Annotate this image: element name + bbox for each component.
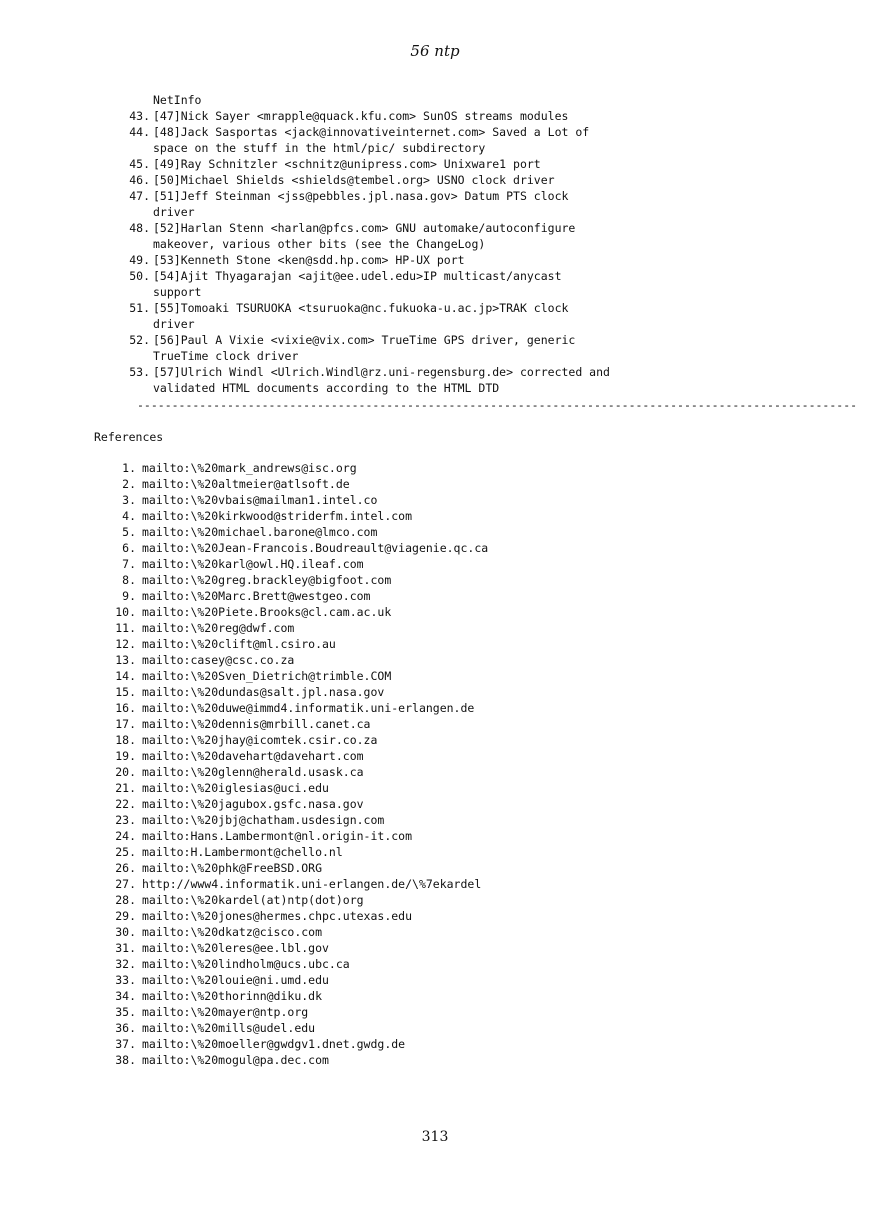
- reference-line: [0, 508, 870, 524]
- reference-line: [0, 876, 870, 892]
- reference-line-number: 31.: [115, 941, 136, 955]
- contributor-line: [0, 380, 870, 396]
- reference-line: [0, 492, 870, 508]
- contributor-line-number: 48.: [129, 221, 150, 235]
- reference-line-text[interactable]: mailto:\%20dkatz@cisco.com: [142, 925, 323, 939]
- reference-line: [0, 956, 870, 972]
- reference-line: [0, 860, 870, 876]
- references-heading: References: [94, 430, 164, 444]
- reference-line: [0, 460, 870, 476]
- contributor-line: [0, 220, 870, 236]
- contributor-line-text: [54]Ajit Thyagarajan <ajit@ee.udel.edu>IP multicast/anycast: [153, 269, 562, 283]
- reference-line-number: 24.: [115, 829, 136, 843]
- reference-line-number: 10.: [115, 605, 136, 619]
- reference-line-text[interactable]: mailto:\%20jagubox.gsfc.nasa.gov: [142, 797, 364, 811]
- reference-line-number: 34.: [115, 989, 136, 1003]
- reference-line-text[interactable]: http://www4.informatik.uni-erlangen.de/\%7ekardel: [142, 877, 482, 891]
- contributor-line-number: 51.: [129, 301, 150, 315]
- reference-line-number: 23.: [115, 813, 136, 827]
- contributor-line-text: [56]Paul A Vixie <vixie@vix.com> TrueTime GPS driver, generic: [153, 333, 576, 347]
- reference-line-number: 38.: [115, 1053, 136, 1067]
- reference-line-text[interactable]: mailto:\%20phk@FreeBSD.ORG: [142, 861, 323, 875]
- reference-line: [0, 1004, 870, 1020]
- reference-line: [0, 924, 870, 940]
- page-number: 313: [421, 1129, 449, 1145]
- reference-line-number: 4.: [122, 509, 136, 523]
- reference-line-number: 7.: [122, 557, 136, 571]
- reference-line-text[interactable]: mailto:\%20michael.barone@lmco.com: [142, 525, 378, 539]
- contributor-line: [0, 268, 870, 284]
- reference-line-text[interactable]: mailto:casey@csc.co.za: [142, 653, 295, 667]
- reference-line-text[interactable]: mailto:\%20jones@hermes.chpc.utexas.edu: [142, 909, 413, 923]
- reference-line: [0, 572, 870, 588]
- reference-line: [0, 812, 870, 828]
- reference-line: [0, 780, 870, 796]
- contributor-line-text: [57]Ulrich Windl <Ulrich.Windl@rz.uni-regensburg.de> corrected and: [153, 365, 610, 379]
- reference-line-number: 19.: [115, 749, 136, 763]
- contributor-line: [0, 156, 870, 172]
- contributor-line: [0, 300, 870, 316]
- reference-line-number: 33.: [115, 973, 136, 987]
- reference-line-text[interactable]: mailto:\%20dennis@mrbill.canet.ca: [142, 717, 371, 731]
- contributor-line-text: space on the stuff in the html/pic/ subdirectory: [153, 141, 486, 155]
- reference-line: [0, 1052, 870, 1068]
- contributor-line-number: 46.: [129, 173, 150, 187]
- reference-line: [0, 524, 870, 540]
- reference-line-number: 8.: [122, 573, 136, 587]
- reference-line-text[interactable]: mailto:\%20vbais@mailman1.intel.co: [142, 493, 378, 507]
- reference-line: [0, 1020, 870, 1036]
- reference-line-text[interactable]: mailto:\%20mayer@ntp.org: [142, 1005, 309, 1019]
- contributor-line: [0, 252, 870, 268]
- reference-line-number: 6.: [122, 541, 136, 555]
- reference-line: [0, 732, 870, 748]
- reference-line-text[interactable]: mailto:\%20dundas@salt.jpl.nasa.gov: [142, 685, 385, 699]
- reference-line: [0, 668, 870, 684]
- contributor-line-number: 44.: [129, 125, 150, 139]
- reference-line-text[interactable]: mailto:\%20Jean-Francois.Boudreault@viagenie.qc.ca: [142, 541, 489, 555]
- contributor-line: [0, 140, 870, 156]
- contributor-line: [0, 284, 870, 300]
- contributor-line: [0, 332, 870, 348]
- reference-line-text[interactable]: mailto:\%20louie@ni.umd.edu: [142, 973, 329, 987]
- contributor-line: [0, 204, 870, 220]
- reference-line-text[interactable]: mailto:\%20leres@ee.lbl.gov: [142, 941, 329, 955]
- contributor-line-text: support: [153, 285, 202, 299]
- reference-line-number: 13.: [115, 653, 136, 667]
- contributor-line: [0, 124, 870, 140]
- reference-line-text[interactable]: mailto:\%20kardel(at)ntp(dot)org: [142, 893, 364, 907]
- reference-line: [0, 556, 870, 572]
- contributor-line: [0, 92, 870, 108]
- reference-line-number: 30.: [115, 925, 136, 939]
- reference-line-text[interactable]: mailto:\%20jhay@icomtek.csir.co.za: [142, 733, 378, 747]
- reference-line-number: 37.: [115, 1037, 136, 1051]
- reference-line-number: 25.: [115, 845, 136, 859]
- contributor-line: [0, 316, 870, 332]
- reference-line: [0, 620, 870, 636]
- contributor-line-text: driver: [153, 317, 195, 331]
- reference-line-number: 28.: [115, 893, 136, 907]
- reference-line: [0, 908, 870, 924]
- reference-line-number: 26.: [115, 861, 136, 875]
- section-divider: --------------------------------------------------------------------------------------------------------: [137, 398, 858, 412]
- reference-line-number: 21.: [115, 781, 136, 795]
- reference-line: [0, 972, 870, 988]
- reference-line: [0, 892, 870, 908]
- contributor-line-text: [51]Jeff Steinman <jss@pebbles.jpl.nasa.gov> Datum PTS clock: [153, 189, 569, 203]
- contributor-line-number: 50.: [129, 269, 150, 283]
- reference-line: [0, 764, 870, 780]
- reference-line: [0, 684, 870, 700]
- reference-line-text[interactable]: mailto:\%20greg.brackley@bigfoot.com: [142, 573, 392, 587]
- reference-line-text[interactable]: mailto:\%20mogul@pa.dec.com: [142, 1053, 329, 1067]
- contributor-line: [0, 236, 870, 252]
- contributor-line-text: [48]Jack Sasportas <jack@innovativeinternet.com> Saved a Lot of: [153, 125, 590, 139]
- contributor-line-text: NetInfo: [153, 93, 202, 107]
- reference-line-text[interactable]: mailto:\%20altmeier@atlsoft.de: [142, 477, 350, 491]
- contributor-line-text: [47]Nick Sayer <mrapple@quack.kfu.com> SunOS streams modules: [153, 109, 569, 123]
- reference-line: [0, 1036, 870, 1052]
- reference-line-text[interactable]: mailto:\%20duwe@immd4.informatik.uni-erlangen.de: [142, 701, 475, 715]
- reference-line-text[interactable]: mailto:\%20iglesias@uci.edu: [142, 781, 329, 795]
- contributor-line-text: validated HTML documents according to the HTML DTD: [153, 381, 500, 395]
- contributor-line: [0, 108, 870, 124]
- reference-line-number: 18.: [115, 733, 136, 747]
- reference-line-text[interactable]: mailto:\%20mark_andrews@isc.org: [142, 461, 357, 475]
- contributor-line-number: 52.: [129, 333, 150, 347]
- contributor-line: [0, 172, 870, 188]
- contributor-line-text: [53]Kenneth Stone <ken@sdd.hp.com> HP-UX port: [153, 253, 465, 267]
- reference-line-number: 17.: [115, 717, 136, 731]
- reference-line: [0, 748, 870, 764]
- contributor-line-text: TrueTime clock driver: [153, 349, 299, 363]
- reference-line-number: 15.: [115, 685, 136, 699]
- contributor-line-number: 49.: [129, 253, 150, 267]
- reference-line-text[interactable]: mailto:\%20thorinn@diku.dk: [142, 989, 323, 1003]
- reference-line-number: 5.: [122, 525, 136, 539]
- reference-line: [0, 588, 870, 604]
- reference-line-number: 12.: [115, 637, 136, 651]
- contributor-line-text: makeover, various other bits (see the ChangeLog): [153, 237, 486, 251]
- reference-line-number: 3.: [122, 493, 136, 507]
- contributor-line-text: [55]Tomoaki TSURUOKA <tsuruoka@nc.fukuoka-u.ac.jp>TRAK clock: [153, 301, 569, 315]
- reference-line-number: 9.: [122, 589, 136, 603]
- reference-line: [0, 700, 870, 716]
- contributor-line-number: 45.: [129, 157, 150, 171]
- contributor-line-number: 43.: [129, 109, 150, 123]
- reference-line: [0, 652, 870, 668]
- contributor-line-text: [52]Harlan Stenn <harlan@pfcs.com> GNU automake/autoconfigure: [153, 221, 576, 235]
- reference-line-text[interactable]: mailto:\%20clift@ml.csiro.au: [142, 637, 336, 651]
- reference-line-number: 35.: [115, 1005, 136, 1019]
- reference-line: [0, 636, 870, 652]
- contributors-list: [0, 92, 870, 396]
- running-header: 56 ntp: [410, 42, 460, 60]
- reference-line: [0, 476, 870, 492]
- reference-line-number: 20.: [115, 765, 136, 779]
- reference-line-number: 2.: [122, 477, 136, 491]
- reference-line-text[interactable]: mailto:\%20kirkwood@striderfm.intel.com: [142, 509, 413, 523]
- contributor-line: [0, 348, 870, 364]
- reference-line-text[interactable]: mailto:\%20glenn@herald.usask.ca: [142, 765, 364, 779]
- reference-line-text[interactable]: mailto:\%20davehart@davehart.com: [142, 749, 364, 763]
- contributor-line-text: [49]Ray Schnitzler <schnitz@unipress.com> Unixware1 port: [153, 157, 541, 171]
- contributor-line: [0, 364, 870, 380]
- reference-line-text[interactable]: mailto:\%20lindholm@ucs.ubc.ca: [142, 957, 350, 971]
- contributor-line: [0, 188, 870, 204]
- reference-line-number: 36.: [115, 1021, 136, 1035]
- reference-line-number: 14.: [115, 669, 136, 683]
- references-list: [0, 460, 870, 1068]
- reference-line-number: 22.: [115, 797, 136, 811]
- reference-line-number: 32.: [115, 957, 136, 971]
- reference-line-text[interactable]: mailto:\%20moeller@gwdgv1.dnet.gwdg.de: [142, 1037, 406, 1051]
- reference-line-text[interactable]: mailto:H.Lambermont@chello.nl: [142, 845, 343, 859]
- reference-line-number: 16.: [115, 701, 136, 715]
- reference-line: [0, 540, 870, 556]
- reference-line: [0, 988, 870, 1004]
- reference-line-text[interactable]: mailto:\%20jbj@chatham.usdesign.com: [142, 813, 385, 827]
- reference-line-text[interactable]: mailto:\%20Marc.Brett@westgeo.com: [142, 589, 371, 603]
- reference-line-number: 1.: [122, 461, 136, 475]
- reference-line: [0, 604, 870, 620]
- reference-line-number: 11.: [115, 621, 136, 635]
- contributor-line-number: 47.: [129, 189, 150, 203]
- contributor-line-text: driver: [153, 205, 195, 219]
- reference-line-text[interactable]: mailto:\%20Sven_Dietrich@trimble.COM: [142, 669, 392, 683]
- reference-line-text[interactable]: mailto:\%20mills@udel.edu: [142, 1021, 316, 1035]
- reference-line: [0, 828, 870, 844]
- reference-line-text[interactable]: mailto:\%20Piete.Brooks@cl.cam.ac.uk: [142, 605, 392, 619]
- reference-line-text[interactable]: mailto:Hans.Lambermont@nl.origin-it.com: [142, 829, 413, 843]
- contributor-line-text: [50]Michael Shields <shields@tembel.org> USNO clock driver: [153, 173, 555, 187]
- reference-line-number: 27.: [115, 877, 136, 891]
- reference-line-number: 29.: [115, 909, 136, 923]
- reference-line: [0, 940, 870, 956]
- reference-line: [0, 844, 870, 860]
- contributor-line-number: 53.: [129, 365, 150, 379]
- reference-line: [0, 716, 870, 732]
- reference-line-text[interactable]: mailto:\%20karl@owl.HQ.ileaf.com: [142, 557, 364, 571]
- reference-line: [0, 796, 870, 812]
- reference-line-text[interactable]: mailto:\%20reg@dwf.com: [142, 621, 295, 635]
